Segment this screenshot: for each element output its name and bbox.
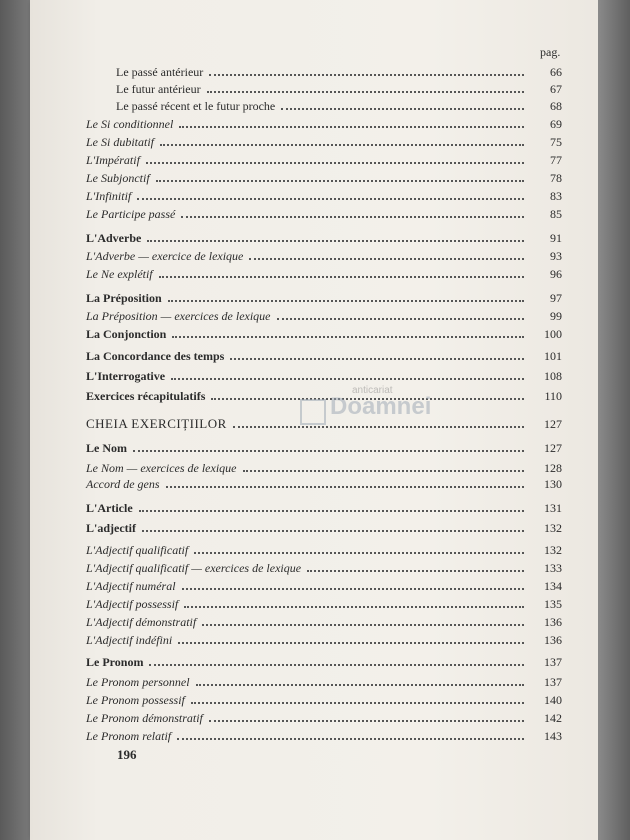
toc-entry-title: CHEIA EXERCIȚIILOR [86, 416, 227, 431]
toc-entry-page: 68 [550, 99, 562, 113]
toc-entry-page: 97 [550, 291, 562, 305]
toc-entry [86, 204, 562, 222]
page-left-shadow [0, 0, 30, 840]
toc-entry-title: La Concordance des temps [86, 349, 225, 363]
dot-leader [159, 276, 524, 278]
toc-entry [86, 438, 562, 456]
toc-entry-title: Le Pronom [86, 655, 144, 669]
toc-entry-title: Le Pronom personnel [86, 675, 190, 689]
toc-entry-page: 132 [544, 543, 562, 557]
toc-entry-title: La Préposition [86, 291, 162, 305]
toc-entry-title: Le Pronom relatif [86, 729, 172, 743]
toc-entry-title: Le passé antérieur [116, 65, 204, 79]
dot-leader [249, 258, 524, 260]
dot-leader [172, 336, 524, 338]
dot-leader [142, 530, 524, 532]
toc-entry-title: Le Nom — exercices de lexique [86, 461, 237, 475]
toc-entry-page: 140 [544, 693, 562, 707]
toc-entry-title: Accord de gens [86, 477, 160, 491]
toc-entry [86, 690, 562, 708]
toc-entry [86, 386, 562, 404]
toc-entry-page: 130 [544, 477, 562, 491]
dot-leader [156, 180, 524, 182]
dot-leader [160, 144, 524, 146]
toc-entry-page: 66 [550, 65, 562, 79]
toc-entry-title: Le Subjonctif [86, 171, 150, 185]
toc-entry [116, 62, 562, 80]
toc-entry-title: L'Interrogative [86, 369, 166, 383]
dot-leader [243, 470, 525, 472]
dot-leader [146, 162, 524, 164]
toc-entry [86, 726, 562, 744]
watermark-top-text: anticariat [352, 385, 393, 396]
toc-entry-title: L'Adverbe — exercice de lexique [86, 249, 244, 263]
toc-entry-page: 137 [544, 675, 562, 689]
toc-entry-page: 127 [544, 417, 562, 431]
toc-entry-page: 77 [550, 153, 562, 167]
dot-leader [207, 91, 524, 93]
toc-entry-page: 136 [544, 633, 562, 647]
dot-leader [209, 720, 524, 722]
toc-entry-page: 110 [544, 389, 562, 403]
book-page [30, 0, 598, 840]
toc-entry-page: 78 [550, 171, 562, 185]
toc-entry [86, 132, 562, 150]
toc-entry-page: 131 [544, 501, 562, 515]
toc-entry [86, 672, 562, 690]
toc-entry [86, 306, 562, 324]
toc-entry [86, 246, 562, 264]
toc-entry-page: 93 [550, 249, 562, 263]
dot-leader [182, 588, 524, 590]
toc-entry-title: Le passé récent et le futur proche [116, 99, 276, 113]
toc-entry-title: L'Adjectif démonstratif [86, 615, 197, 629]
toc-entry-page: 108 [544, 369, 562, 383]
toc-entry-title: Le Nom [86, 441, 127, 455]
dot-leader [202, 624, 524, 626]
dot-leader [178, 642, 524, 644]
toc-entry [86, 518, 562, 536]
dot-leader [184, 606, 524, 608]
toc-entry-page: 142 [544, 711, 562, 725]
toc-entry-title: L'Adjectif qualificatif [86, 543, 189, 557]
dot-leader [196, 684, 524, 686]
table-of-contents [30, 0, 598, 840]
dot-leader [171, 378, 524, 380]
toc-entry [86, 474, 562, 492]
dot-leader [139, 510, 524, 512]
toc-entry [86, 630, 562, 648]
watermark-main-text: Doamnei [330, 393, 432, 420]
dot-leader [233, 426, 524, 428]
toc-entry-title: L'adjectif [86, 521, 136, 535]
toc-entry [86, 114, 562, 132]
toc-entry-title: L'Article [86, 501, 133, 515]
toc-entry [86, 414, 562, 432]
toc-entry-title: Le Participe passé [86, 207, 176, 221]
toc-entry-title: Le futur antérieur [116, 82, 201, 96]
toc-entry [86, 612, 562, 630]
dot-leader [133, 450, 524, 452]
toc-entry-title: Le Ne explétif [86, 267, 153, 281]
toc-entry-page: 69 [550, 117, 562, 131]
toc-entry-title: La Préposition — exercices de lexique [86, 309, 271, 323]
dot-leader [137, 198, 524, 200]
toc-entry-page: 100 [544, 327, 562, 341]
toc-entry [86, 652, 562, 670]
dot-leader [277, 318, 525, 320]
toc-entry-title: La Conjonction [86, 327, 167, 341]
toc-entry-title: L'Adjectif qualificatif — exercices de lexique [86, 561, 302, 575]
page-number: 196 [117, 747, 137, 762]
toc-entry-title: Le Pronom possessif [86, 693, 185, 707]
toc-entry-title: Le Pronom démonstratif [86, 711, 203, 725]
toc-entry-title: Le Si conditionnel [86, 117, 174, 131]
toc-entry-title: Exercices récapitulatifs [86, 389, 206, 403]
dot-leader [230, 358, 524, 360]
toc-entry-page: 91 [550, 231, 562, 245]
dot-leader [166, 486, 524, 488]
toc-entry [86, 708, 562, 726]
toc-entry [116, 96, 562, 114]
toc-entry-page: 99 [550, 309, 562, 323]
toc-entry-page: 134 [544, 579, 562, 593]
toc-entry-page: 136 [544, 615, 562, 629]
dot-leader [168, 300, 524, 302]
dot-leader [191, 702, 524, 704]
toc-entry-page: 135 [544, 597, 562, 611]
page-column-header: pag. [540, 45, 561, 59]
toc-entry [86, 324, 562, 342]
toc-entry-title: L'Adjectif possessif [86, 597, 179, 611]
toc-entry [86, 366, 562, 384]
toc-entry [86, 346, 562, 364]
dot-leader [211, 398, 524, 400]
toc-entry-page: 101 [544, 349, 562, 363]
toc-entry [86, 168, 562, 186]
toc-entry-page: 143 [544, 729, 562, 743]
toc-entry [86, 558, 562, 576]
toc-entry-title: L'Infinitif [86, 189, 132, 203]
dot-leader [307, 570, 524, 572]
toc-entry-page: 128 [544, 461, 562, 475]
toc-entry [86, 228, 562, 246]
dot-leader [147, 240, 524, 242]
toc-entry-page: 132 [544, 521, 562, 535]
toc-entry-title: L'Impératif [86, 153, 140, 167]
toc-entry-title: L'Adjectif indéfini [86, 633, 173, 647]
dot-leader [194, 552, 524, 554]
toc-entry [86, 594, 562, 612]
toc-entry [86, 288, 562, 306]
toc-entry [86, 498, 562, 516]
dot-leader [209, 74, 524, 76]
toc-entry-title: L'Adverbe [86, 231, 142, 245]
toc-entry-title: L'Adjectif numéral [86, 579, 176, 593]
toc-entry [116, 79, 562, 97]
toc-entry-page: 96 [550, 267, 562, 281]
dot-leader [179, 126, 524, 128]
toc-entry [86, 186, 562, 204]
toc-entry-page: 137 [544, 655, 562, 669]
toc-entry-title: Le Si dubitatif [86, 135, 155, 149]
toc-entry-page: 127 [544, 441, 562, 455]
page-right-edge [598, 0, 630, 840]
dot-leader [177, 738, 524, 740]
toc-entry-page: 67 [550, 82, 562, 96]
dot-leader [149, 664, 524, 666]
toc-entry-page: 85 [550, 207, 562, 221]
toc-entry-page: 83 [550, 189, 562, 203]
toc-entry [86, 576, 562, 594]
dot-leader [281, 108, 524, 110]
toc-entry-page: 75 [550, 135, 562, 149]
dot-leader [181, 216, 524, 218]
toc-entry [86, 150, 562, 168]
toc-entry-page: 133 [544, 561, 562, 575]
toc-entry [86, 264, 562, 282]
toc-entry [86, 540, 562, 558]
